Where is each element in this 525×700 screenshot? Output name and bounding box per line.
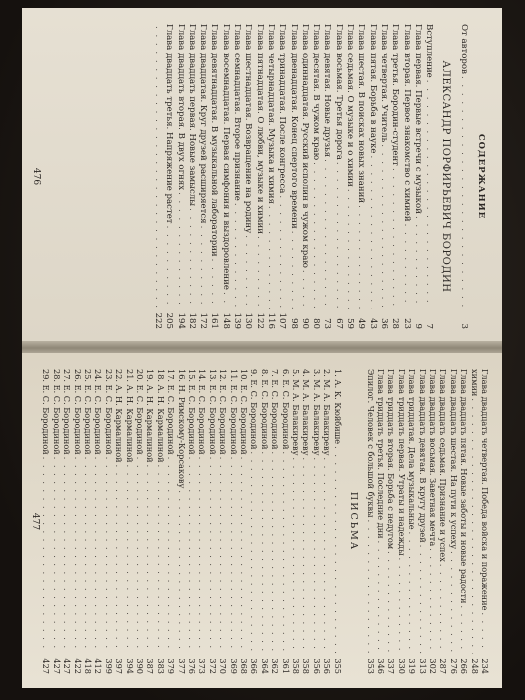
dot-leader [114,465,124,654]
dot-leader [176,490,186,654]
letter-entry[interactable] [145,369,155,674]
letter-entry[interactable] [218,369,228,674]
toc-entry-title: Глава пятая. Борьба в науке [367,24,378,154]
letter-entry[interactable] [291,369,301,674]
toc-entry-page: 67 [333,318,344,329]
toc-entry[interactable] [219,24,230,329]
letter-entry-page: 368 [239,658,250,674]
toc-entry-page: 234 [480,658,490,674]
dot-leader [299,270,310,309]
toc-entry-page: 266 [459,658,470,674]
toc-entry[interactable] [332,24,343,329]
letter-entry-title: 24. Е. С. Бородиной [93,369,104,455]
toc-entry-page: 248 [469,658,480,674]
letter-entry-title: 26. Е. С. Бородиной [72,369,83,455]
dot-leader [270,452,280,654]
toc-entry[interactable] [407,369,417,674]
letter-entry[interactable] [301,369,311,674]
toc-entry-page: 194 [175,312,186,329]
letter-entry-page: 387 [145,658,156,674]
dot-leader [280,452,290,654]
dot-leader [207,457,217,654]
dot-leader [412,216,423,309]
toc-entry-title: Вступление [424,24,435,78]
toc-entry[interactable] [378,24,389,329]
dot-leader [287,231,298,309]
dot-leader [480,612,490,654]
toc-entry-page: 130 [243,312,254,329]
toc-entry-title: Глава тринадцатая. После конгресса [277,24,288,194]
letter-entry-page: 370 [218,658,229,674]
letters-list [41,369,343,674]
toc-entry-page: 337 [386,658,397,674]
toc-entry-page: 346 [375,658,386,674]
toc-entry[interactable] [299,24,310,329]
dot-leader [321,159,332,309]
dot-leader [400,224,411,309]
letters-heading: ПИСЬМА [348,491,360,552]
letter-entry-page: 364 [259,658,270,674]
dot-leader [378,144,389,309]
toc-entry-title: Глава десятая. В чужом краю [311,24,322,161]
letter-entry-title: 9. Е. С. Бородиной [249,369,260,450]
letter-entry-page: 379 [166,658,177,674]
letter-entry-page: 399 [103,658,114,674]
letter-entry-page: 376 [187,658,198,674]
letter-entry-page: 356 [322,658,333,674]
dot-leader [386,551,396,654]
toc-entry-page: 73 [322,318,333,329]
letter-entry-title: 5. М. А. Балакиреву [291,369,302,456]
page-right-content [22,353,502,688]
dot-leader [253,236,264,309]
dot-leader [83,457,93,654]
toc-entry-title: Глава двадцать шестая. На пути к успеху [448,369,459,550]
page-number-right: 477 [30,512,41,531]
dot-leader [344,189,355,309]
letter-entry-page: 397 [114,658,125,674]
letter-entry[interactable] [197,369,207,674]
dot-leader [291,457,301,654]
toc-entry-page: 49 [356,318,367,329]
letter-entry-page: 422 [72,658,83,674]
toc-entry-page: 287 [438,658,449,674]
letter-entry-page: 358 [301,658,312,674]
toc-entry[interactable] [310,24,321,329]
dot-leader [322,457,332,654]
toc-entry[interactable] [197,24,208,329]
dot-leader [208,259,219,309]
toc-entry[interactable] [366,24,377,329]
dot-leader [249,452,259,654]
toc-entry[interactable] [438,369,448,674]
letter-entry-title: 17. Е. С. Бородиной [166,369,177,455]
toc-entry-title: Глава тридцатая. Дела музыкальные [407,369,418,530]
letter-entry-page: 427 [62,658,73,674]
page-number-left: 476 [31,167,42,186]
toc-entry-title: Глава двадцать третья. Напряжение растет [164,24,175,224]
dot-leader [103,457,113,654]
letter-entry-title: 27. Е. С. Бородиной [62,369,73,455]
author-name: АЛЕКСАНДР ПОРФИРЬЕВИЧ БОРОДИН [440,60,452,293]
dot-leader [41,457,51,654]
dot-leader [187,457,197,654]
dot-leader [124,465,134,654]
letter-entry[interactable] [93,369,103,674]
toc-entry[interactable] [208,24,219,329]
dot-leader [197,457,207,654]
toc-entry-title: Глава восьмая. Третья дорога [333,24,344,160]
letter-entry[interactable] [51,369,61,674]
toc-entry-page: 313 [417,658,428,674]
letter-entry-title: 6. Е. С. Бородиной [280,369,291,450]
toc-list-left [152,24,434,329]
dot-leader [365,520,375,654]
toc-heading: СОДЕРЖАНИЕ [476,133,486,220]
letter-entry-page: 373 [197,658,208,674]
letter-entry[interactable] [207,369,217,674]
dot-leader [417,545,427,654]
toc-entry-page: 122 [254,312,265,329]
letter-entry[interactable] [41,369,51,674]
toc-entry-page: 276 [448,658,459,674]
toc-entry-title: Глава двадцать вторая. В двух огнях [175,24,186,191]
toc-entry-title: Глава двадцать девятая. В кругу друзей [417,369,428,543]
toc-entry-title: Глава третья. Бородин-студент [390,24,401,166]
toc-entry-title: Глава одиннадцатая. Русский исполин в чужом краю [299,24,310,268]
toc-entry-page: 116 [265,312,276,329]
toc-entry-title: Глава первая. Первые встречи с музыкой [412,24,423,214]
letter-entry-title: 23. Е. С. Бородиной [103,369,114,455]
dot-leader [239,457,249,654]
letter-entry-page: 412 [93,658,104,674]
toc-entry-title: Глава вторая. Первое знакомство с химией [401,24,412,222]
letter-entry-title: 28. Е. С. Бородиной [51,369,62,455]
toc-entry[interactable] [412,24,423,329]
dot-leader [93,457,103,654]
letter-entry-page: 372 [207,658,218,674]
letter-entry-title: 2. М. А. Балакиреву [322,369,333,456]
toc-entry[interactable] [152,24,163,329]
letter-entry[interactable] [322,369,332,674]
toc-entry-title: Глава седьмая. О музыке и о химии [345,24,356,187]
toc-entry-title: химии [469,369,480,397]
toc-entry-title: Глава девятнадцатая. В музыкальной лаборатории [209,24,220,257]
letter-entry[interactable] [249,369,259,674]
toc-entry[interactable] [231,24,242,329]
dot-leader [265,206,276,309]
dot-leader [219,292,230,309]
toc-entry-title: Глава девятая. Новые друзья [322,24,333,158]
letter-entry-page: 369 [228,658,239,674]
toc-entry-page: 205 [164,312,175,329]
toc-entry-page: 7 [424,323,435,329]
toc-entry[interactable] [163,24,174,329]
toc-entry-page: 80 [311,318,322,329]
toc-entry-page: 353 [365,658,376,674]
toc-entry-page: 43 [367,318,378,329]
toc-intro[interactable]: От авторов . . . 3 [457,24,468,329]
toc-entry-page: 319 [407,658,418,674]
toc-entry-title: Глава тридцать вторая. Борьба с недугом [386,369,397,550]
letter-entry-page: 377 [176,658,187,674]
letter-entry[interactable] [259,369,269,674]
toc-entry-title: Глава двадцать пятая. Новые заботы и новые радости [459,369,470,604]
toc-entry-title: Глава тридцать третья. Последние дни [375,369,386,539]
toc-entry-title: Глава тридцать первая. Утраты и надежды [396,369,407,556]
dot-leader [145,465,155,654]
letter-entry-title: 21. А. Н. Кармалиной [124,369,135,463]
letter-entry-title: 10. Е. С. Бородиной [239,369,250,455]
dot-leader [332,162,343,309]
dot-leader [228,457,238,654]
dot-leader [389,168,400,309]
dot-leader [152,26,163,309]
letter-entry[interactable] [72,369,82,674]
letter-entry-page: 362 [270,658,281,674]
toc-entry[interactable] [365,369,375,674]
dot-leader [155,465,165,654]
dot-leader [72,457,82,654]
letter-entry[interactable] [270,369,280,674]
toc-entry[interactable] [396,369,406,674]
toc-entry-title: Глава двадцатая. Круг друзей расширяется [198,24,209,224]
book-spread [22,8,502,688]
letter-entry-title: 29. Е. С. Бородиной [41,369,52,455]
dot-leader [166,457,176,654]
letter-entry-page: 383 [155,658,166,674]
toc-entry-page: 161 [209,312,220,329]
letter-entry[interactable] [187,369,197,674]
dot-leader [355,205,366,309]
toc-entry-page: 302 [427,658,438,674]
toc-entry-title: Глава двадцать восьмая. Заветная мечта [427,369,438,547]
toc-entry[interactable] [355,24,366,329]
toc-entry[interactable] [253,24,264,329]
dot-leader [163,226,174,309]
dot-leader [366,156,377,309]
letter-entry-title: 8. Е. С. Бородиной [259,369,270,450]
toc-entry[interactable] [459,369,469,674]
toc-entry-page: 148 [220,312,231,329]
letter-entry-page: 418 [82,658,93,674]
toc-entry-title: Глава двенадцатая. Конец спертого времени [288,24,299,229]
toc-entry-title: Глава двадцать четвертая. Победа войска и поражение [480,369,490,611]
toc-entry[interactable] [448,369,458,674]
toc-entry[interactable] [417,369,427,674]
dot-leader [62,457,72,654]
toc-entry[interactable] [386,369,396,674]
toc-entry[interactable] [321,24,332,329]
toc-entry-page: 28 [390,318,401,329]
letter-entry-page: 361 [280,658,291,674]
letter-entry-title: 12. Е. С. Бородиной [218,369,229,455]
letter-entry-page: 427 [51,658,62,674]
letter-entry-title: 15. Е. С. Бородиной [187,369,198,455]
toc-entry-page: 98 [288,318,299,329]
letter-entry-page: 358 [291,658,302,674]
letter-entry-title: 16. Н. Римскому-Корсакову [176,369,187,489]
letter-entry[interactable] [124,369,134,674]
letter-entry[interactable] [166,369,176,674]
letter-entry[interactable] [228,369,238,674]
dot-leader [276,195,287,309]
toc-entry[interactable] [287,24,298,329]
dot-leader [438,564,448,654]
dot-leader [396,558,406,654]
letter-entry[interactable] [135,369,145,674]
dot-leader [174,192,185,309]
toc-entry-page: 107 [277,312,288,329]
letter-entry-page: 355 [332,658,343,674]
toc-entry[interactable] [469,369,479,674]
toc-entry[interactable] [276,24,287,329]
letter-entry[interactable] [176,369,186,674]
toc-entry-page: 330 [396,658,407,674]
toc-entry[interactable] [376,369,386,674]
dot-leader [428,548,438,654]
dot-leader [197,226,208,309]
letter-entry-title: 1. А. К. Кюйбише [332,369,343,445]
letter-entry-title: 7. Е. С. Бородиной [270,369,281,450]
letter-entry[interactable] [312,369,322,674]
page-left [22,8,502,343]
toc-entry-page: 182 [186,312,197,329]
toc-entry-page: 23 [401,318,412,329]
toc-entry[interactable] [242,24,253,329]
toc-entry[interactable] [428,369,438,674]
letter-entry[interactable] [114,369,124,674]
toc-entry[interactable] [174,24,185,329]
letter-entry-page: 390 [135,658,145,674]
letter-entry[interactable] [280,369,290,674]
dot-leader [423,80,434,309]
toc-entry-title: Глава двадцать седьмая. Признание и успех [438,369,449,562]
toc-entry-page: 9 [412,323,423,329]
toc-entry[interactable] [389,24,400,329]
letter-entry[interactable] [83,369,93,674]
toc-entry-page: 36 [378,318,389,329]
letter-entry-title: 4. М. А. Балакиреву [301,369,312,456]
toc-entry[interactable] [423,24,434,329]
letter-entry[interactable] [155,369,165,674]
toc-entry-page: 172 [198,312,209,329]
letter-entry-title: 18. А. Н. Кармалиной [155,369,166,463]
letter-entry[interactable] [239,369,249,674]
dot-leader [448,551,458,654]
toc-entry[interactable] [400,24,411,329]
letter-entry-page: 427 [41,658,52,674]
letter-entry-title: 14. Е. С. Бородиной [197,369,208,455]
letter-entry-title: 25. Е. С. Бородиной [82,369,93,455]
toc-entry-title: Глава двадцать первая. Новые замыслы [186,24,197,207]
toc-entry[interactable] [265,24,276,329]
dot-leader [51,457,61,654]
toc-entry-page: 90 [299,318,310,329]
dot-leader [407,532,417,654]
toc-entry-title: Глава семнадцатая. Второе признание [232,24,243,201]
dot-leader [332,446,342,654]
toc-entry[interactable] [480,369,490,674]
dot-leader [312,457,322,654]
toc-entry-title: Глава четвертая. Учитель [378,24,389,143]
toc-entry-title: Глава четырнадцатая. Музыка и химия [265,24,276,204]
toc-entry[interactable] [344,24,355,329]
dot-leader [186,208,197,309]
letter-entry[interactable] [103,369,113,674]
dot-leader [242,235,253,309]
letter-entry-title: 11. Е. С. Бородиной [228,369,239,455]
letter-entry-page: 394 [124,658,135,674]
dot-leader [459,606,469,655]
dot-leader [469,398,479,654]
page-right [22,353,502,688]
letter-entry[interactable] [62,369,72,674]
dot-leader [301,457,311,654]
toc-entry-title: Глава шестая. В поисках новых знаний [356,24,367,204]
letter-entry-title: 22. А. Н. Кармалиной [114,369,125,463]
dot-leader [135,457,145,654]
dot-leader [218,457,228,654]
toc-entry-page: 139 [232,312,243,329]
letter-entry-title: 13. Е. С. Бородиной [207,369,218,455]
dot-leader [376,541,386,654]
letter-entry-title: 20. Е. С. Бородиной [135,369,145,455]
dot-leader [231,203,242,309]
letter-entry-title: 19. А. Н. Кармалиной [145,369,156,463]
dot-leader [259,452,269,654]
letter-entry-page: 356 [311,658,322,674]
letter-entry[interactable] [332,369,342,674]
toc-entry-title: Эпилог. Человек с большой буквы [365,369,376,518]
toc-entry-page: 59 [345,318,356,329]
toc-entry-title: Глава восемнадцатая. Первая симфония и выздоровление [220,24,231,290]
toc-entry-title: Глава пятнадцатая. О любви, музыке и химии [254,24,265,234]
toc-entry-title: Глава шестнадцатая. Возвращение на родину [243,24,254,234]
dot-leader [310,162,321,309]
letter-entry-page: 366 [249,658,260,674]
toc-list-right-top [365,369,490,674]
letter-entry-title: 3. М. А. Балакиреву [311,369,322,456]
toc-entry-page: 222 [152,312,163,329]
page-left-content [22,8,502,343]
toc-entry[interactable] [186,24,197,329]
